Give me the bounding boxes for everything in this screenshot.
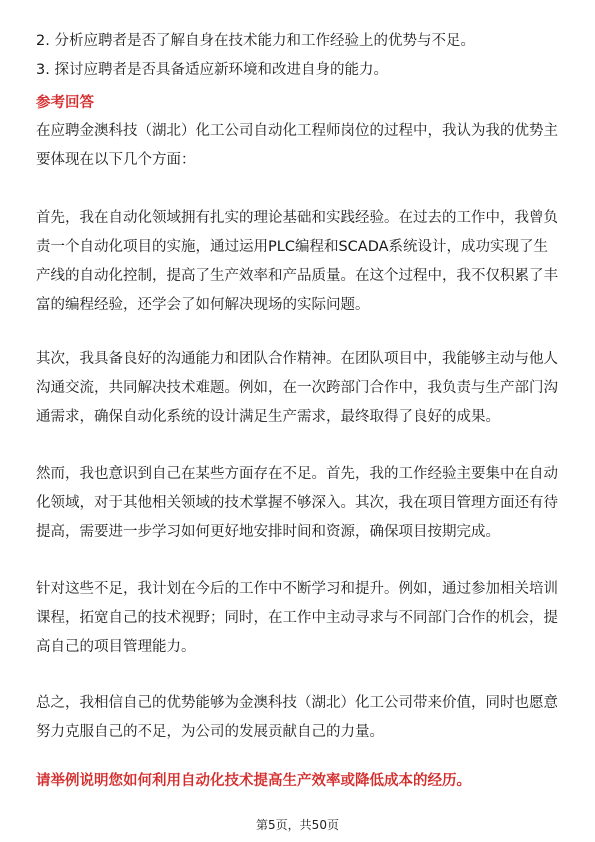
paragraph-line: 针对这些不足，我计划在今后的工作中不断学习和提升。例如，通过参加相关培训 bbox=[36, 581, 558, 597]
paragraph-line: 提高，需要进一步学习如何更好地安排时间和资源，确保项目按期完成。 bbox=[36, 524, 500, 540]
evaluation-criteria bbox=[36, 27, 560, 85]
paragraph-line: 努力克服自己的不足，为公司的发展贡献自己的力量。 bbox=[36, 724, 384, 740]
paragraph-line: 课程，拓宽自己的技术视野；同时，在工作中主动寻求与不同部门合作的机会，提 bbox=[36, 610, 558, 626]
next-question: 请举例说明您如何利用自动化技术提高生产效率或降低成本的经历。 bbox=[36, 773, 471, 789]
answer-paragraph-2 bbox=[36, 345, 560, 432]
reference-answer-label: 参考回答 bbox=[36, 95, 94, 111]
paragraph-line: 其次，我具备良好的沟通能力和团队合作精神。在团队项目中，我能够主动与他人 bbox=[36, 351, 558, 367]
page-number: 第5页，共50页 bbox=[256, 818, 339, 832]
paragraph-line: 要体现在以下几个方面： bbox=[36, 152, 196, 168]
paragraph-line: 在应聘金澳科技（湖北）化工公司自动化工程师岗位的过程中，我认为我的优势主 bbox=[36, 123, 558, 139]
paragraph-line: 高自己的项目管理能力。 bbox=[36, 639, 196, 655]
answer-paragraph-5 bbox=[36, 689, 560, 747]
criteria-item-2: 2. 分析应聘者是否了解自身在技术能力和工作经验上的优势与不足。 bbox=[36, 33, 475, 49]
answer-intro bbox=[36, 117, 560, 175]
paragraph-line: 总之，我相信自己的优势能够为金澳科技（湖北）化工公司带来价值，同时也愿意 bbox=[36, 695, 558, 711]
paragraph-line: 然而，我也意识到自己在某些方面存在不足。首先，我的工作经验主要集中在自动 bbox=[36, 466, 558, 482]
criteria-item-3: 3. 探讨应聘者是否具备适应新环境和改进自身的能力。 bbox=[36, 62, 388, 78]
paragraph-line: 首先，我在自动化领域拥有扎实的理论基础和实践经验。在过去的工作中，我曾负 bbox=[36, 210, 558, 226]
paragraph-line: 通需求，确保自动化系统的设计满足生产需求，最终取得了良好的成果。 bbox=[36, 409, 500, 425]
answer-paragraph-3 bbox=[36, 460, 560, 547]
paragraph-line: 产线的自动化控制，提高了生产效率和产品质量。在这个过程中，我不仅积累了丰 bbox=[36, 268, 558, 284]
paragraph-line: 富的编程经验，还学会了如何解决现场的实际问题。 bbox=[36, 297, 370, 313]
paragraph-line: 化领域，对于其他相关领域的技术掌握不够深入。其次，我在项目管理方面还有待 bbox=[36, 495, 558, 511]
answer-paragraph-1 bbox=[36, 204, 560, 320]
answer-paragraph-4 bbox=[36, 575, 560, 662]
paragraph-line: 沟通交流，共同解决技术难题。例如，在一次跨部门合作中，我负责与生产部门沟 bbox=[36, 380, 558, 396]
paragraph-line: 责一个自动化项目的实施，通过运用PLC编程和SCADA系统设计，成功实现了生 bbox=[36, 239, 549, 255]
